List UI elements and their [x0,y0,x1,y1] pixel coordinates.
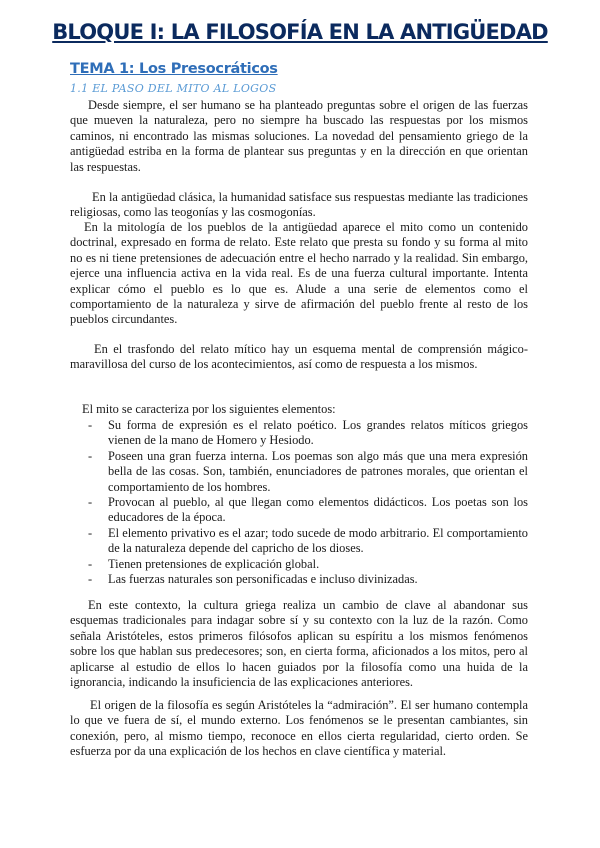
paragraph-mitologia: En la mitología de los pueblos de la antigüedad aparece el mito como un contenido doctrinal, expresado en forma de relato. Este relato que presta su fondo y su forma al mito no es ni tiene pretensiones de adecuación entre el hecho narrado y la realidad. Sin embargo, ejerce una influencia activa en la vida real. Es de una fuerza cultural importante. Intenta explicar cómo el pueblo es lo que es. Alude a una serie de elementos como el comportamiento de la naturaleza y sirve de afirmación del pueblo frente al resto de los pueblos circundantes. [70,220,528,327]
paragraph-list-intro: El mito se caracteriza por los siguientes elementos: [82,402,336,416]
paragraph-origen-filosofia: El origen de la filosofía es según Aristóteles la “admiración”. El ser humano contempla lo que ve fuera de sí, el mundo externo. Los fenómenos se le presentan cambiantes, sin conexión, pero, al mismo tiempo, reconoce en ellos cierta regularidad, cierto orden. Se esfuerza por da una explicación de los hechos en clave científica y material. [70,698,528,759]
document-title: BLOQUE I: LA FILOSOFÍA EN LA ANTIGÜEDAD [52,20,548,44]
topic-heading: TEMA 1: Los Presocráticos [70,61,278,77]
mito-characteristics-list [88,418,528,587]
paragraph-trasfondo: En el trasfondo del relato mítico hay un esquema mental de comprensión mágico-maravillosa del curso de los acontecimientos, así como de respuesta a los mismos. [70,342,528,372]
subsection-heading: 1.1 EL PASO DEL MITO AL LOGOS [70,82,277,95]
list-item: - Poseen una gran fuerza interna. Los poemas son algo más que una mera expresión bella de las cosas. Son, también, enunciadores de patrones morales, que orientan el comportamiento de los hombres. [88,449,528,495]
list-item: - Las fuerzas naturales son personificadas e incluso divinizadas. [88,572,528,587]
list-item: - Provocan al pueblo, al que llegan como elementos didácticos. Los poetas son los educadores de la época. [88,495,528,526]
paragraph-intro: Desde siempre, el ser humano se ha planteado preguntas sobre el origen de las fuerzas que mueven la naturaleza, pero no siempre ha buscado las respuestas por los mismos caminos, ni encontrado las mismas soluciones. La novedad del pensamiento griego de la antigüedad estriba en la forma de plantear sus preguntas y en la dirección en que orientan las respuestas. [70,98,528,174]
paragraph-antiguedad-clasica: En la antigüedad clásica, la humanidad satisface sus respuestas mediante las tradiciones religiosas, como las teogonías y las cosmogonías. [70,190,528,220]
list-item: - El elemento privativo es el azar; todo sucede de modo arbitrario. El comportamiento de la naturaleza depende del capricho de los dioses. [88,526,528,557]
paragraph-contexto: En este contexto, la cultura griega realiza un cambio de clave al abandonar sus esquemas tradicionales para indagar sobre sí y su contexto con la luz de la razón. Como señala Aristóteles, estos primeros filósofos aplican su espíritu a los mismos fenómenos sobre los que hablan sus predecesores; son, en cierta forma, aficionados a los mitos, pero al aplicarse al estudio de ellos lo hacen guiados por la filosofía como una huida de la ignorancia, indicando la insuficiencia de las explicaciones anteriores. [70,598,528,690]
list-item: - Tienen pretensiones de explicación global. [88,557,528,572]
list-item: - Su forma de expresión es el relato poético. Los grandes relatos míticos griegos vienen de la mano de Homero y Hesiodo. [88,418,528,449]
